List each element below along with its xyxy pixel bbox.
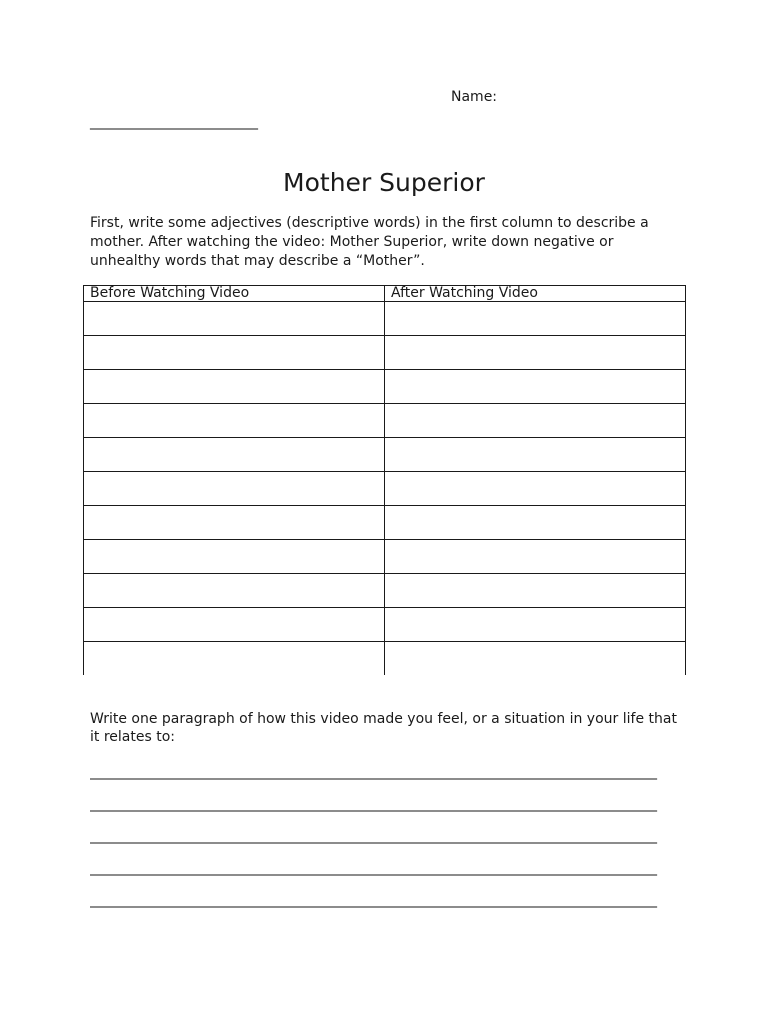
before-cell[interactable]: [84, 404, 385, 438]
before-cell[interactable]: [84, 472, 385, 506]
after-cell[interactable]: [385, 336, 686, 370]
table-header-row: [84, 286, 686, 302]
answer-lines: [90, 764, 680, 924]
before-cell[interactable]: [84, 336, 385, 370]
column-header-after: After Watching Video: [385, 286, 686, 302]
answer-line[interactable]: _________________________________________________________________________________: [90, 796, 657, 812]
table-row: [84, 608, 686, 642]
table-row: [84, 438, 686, 472]
before-cell[interactable]: [84, 642, 385, 676]
before-cell[interactable]: [84, 574, 385, 608]
table-row: [84, 472, 686, 506]
instructions-paragraph: First, write some adjectives (descriptive words) in the first column to describe a mother. After watching the video: Mother Superior, write down negative or unhealthy words that may describe a “Mother”.: [90, 215, 649, 269]
adjectives-table: [83, 285, 686, 675]
after-cell[interactable]: [385, 438, 686, 472]
before-cell[interactable]: [84, 370, 385, 404]
before-cell[interactable]: [84, 506, 385, 540]
answer-line[interactable]: _________________________________________________________________________________: [90, 828, 657, 844]
reflection-prompt: Write one paragraph of how this video made you feel, or a situation in your life that it relates to:: [90, 711, 677, 745]
name-label: Name:: [451, 89, 498, 105]
after-cell[interactable]: [385, 370, 686, 404]
before-cell[interactable]: [84, 438, 385, 472]
table-row: [84, 336, 686, 370]
before-cell[interactable]: [84, 302, 385, 336]
table-row: [84, 574, 686, 608]
after-cell[interactable]: [385, 472, 686, 506]
after-cell[interactable]: [385, 540, 686, 574]
table-row: [84, 540, 686, 574]
answer-line[interactable]: _________________________________________________________________________________: [90, 860, 657, 876]
after-cell[interactable]: [385, 404, 686, 438]
after-cell[interactable]: [385, 302, 686, 336]
after-cell[interactable]: [385, 642, 686, 676]
table-row: [84, 302, 686, 336]
name-blank-line[interactable]: ________________________: [90, 114, 258, 130]
table-row: [84, 404, 686, 438]
page-title: Mother Superior: [283, 168, 485, 197]
after-cell[interactable]: [385, 608, 686, 642]
before-cell[interactable]: [84, 540, 385, 574]
before-cell[interactable]: [84, 608, 385, 642]
table-row: [84, 370, 686, 404]
after-cell[interactable]: [385, 574, 686, 608]
column-header-before: Before Watching Video: [84, 286, 385, 302]
table-row: [84, 642, 686, 676]
after-cell[interactable]: [385, 506, 686, 540]
answer-line[interactable]: _________________________________________________________________________________: [90, 892, 657, 908]
table-row: [84, 506, 686, 540]
answer-line[interactable]: _________________________________________________________________________________: [90, 764, 657, 780]
